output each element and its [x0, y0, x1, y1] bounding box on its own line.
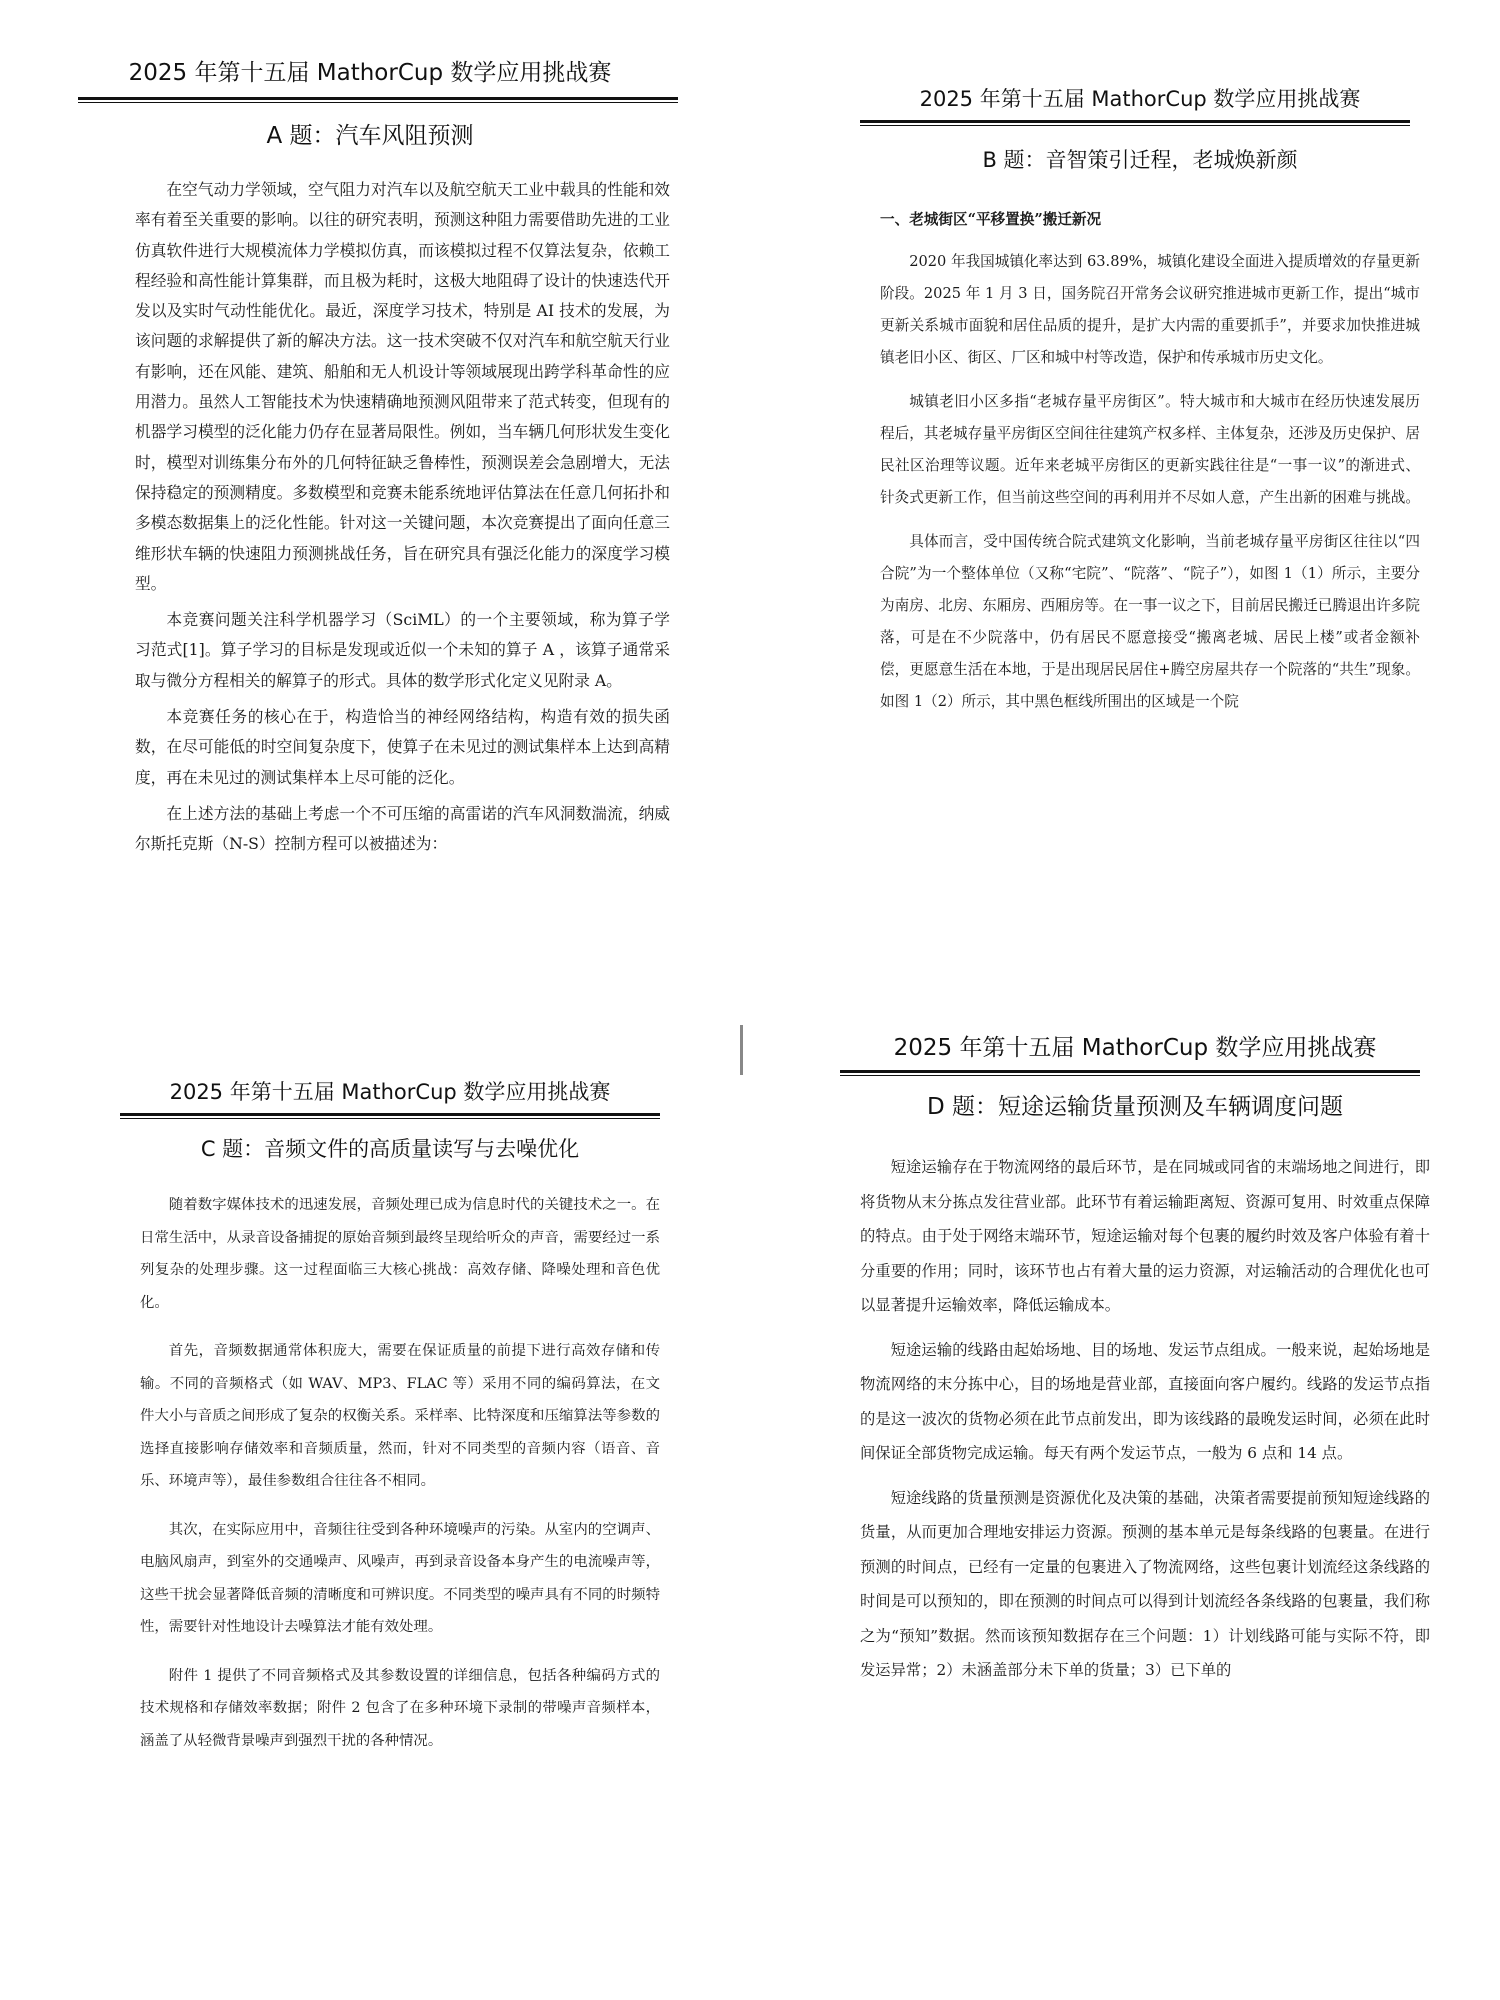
problem-body — [135, 175, 670, 860]
contest-header: 2025 年第十五届 MathorCup 数学应用挑战赛 — [169, 1080, 611, 1104]
page-panel-d — [840, 1030, 1430, 1698]
contest-header: 2025 年第十五届 MathorCup 数学应用挑战赛 — [128, 60, 612, 86]
paragraph: 城镇老旧小区多指“老城存量平房街区”。特大城市和大城市在经历快速发展历程后，其老城存量平房街区空间往往建筑产权多样、主体复杂，还涉及历史保护、居民社区治理等议题。近年来老城平房街区的更新实践往往是“一事一议”的渐进式、针灸式更新工作，但当前这些空间的再利用并不尽如人意，产生出新的困难与挑战。 — [880, 393, 1420, 506]
paragraph: 2020 年我国城镇化率达到 63.89%，城镇化建设全面进入提质增效的存量更新阶段。2025 年 1 月 3 日，国务院召开常务会议研究推进城市更新工作，提出“城市更新关系城市面貌和居住品质的提升，是扩大内需的重要抓手”，并要求加快推进城镇老旧小区、街区、厂区和城中村等改造，保护和传承城市历史文化。 — [880, 253, 1420, 366]
paragraph: 附件 1 提供了不同音频格式及其参数设置的详细信息，包括各种编码方式的技术规格和存储效率数据；附件 2 包含了在多种环境下录制的带噪声音频样本，涵盖了从轻微背景噪声到强烈干扰的各种情况。 — [140, 1667, 660, 1749]
problem-title: B 题：音智策引迁程，老城焕新颜 — [982, 148, 1298, 172]
paragraph: 在空气动力学领域，空气阻力对汽车以及航空航天工业中载具的性能和效率有着至关重要的影响。以往的研究表明，预测这种阻力需要借助先进的工业仿真软件进行大规模流体力学模拟仿真，而该模拟过程不仅算法复杂，依赖工程经验和高性能计算集群，而且极为耗时，这极大地阻碍了设计的快速迭代开发以及实时气动性能优化。最近，深度学习技术，特别是 AI 技术的发展，为该问题的求解提供了新的解决方法。这一技术突破不仅对汽车和航空航天行业有影响，还在风能、建筑、船舶和无人机设计等领域展现出跨学科革命性的应用潜力。虽然人工智能技术为快速精确地预测风阻带来了范式转变，但现有的机器学习模型的泛化能力仍存在显著局限性。例如，当车辆几何形状发生变化时，模型对训练集分布外的几何特征缺乏鲁棒性，预测误差会急剧增大，无法保持稳定的预测精度。多数模型和竞赛未能系统地评估算法在任意几何拓扑和多模态数据集上的泛化性能。针对这一关键问题，本次竞赛提出了面向任意三维形状车辆的快速阻力预测挑战任务，旨在研究具有强泛化能力的深度学习模型。 — [135, 180, 670, 593]
problem-body — [860, 1150, 1430, 1688]
header-rule — [860, 120, 1410, 126]
page-separator — [740, 1025, 743, 1075]
page-panel-c — [120, 1075, 660, 1773]
header-rule — [840, 1070, 1420, 1076]
paragraph: 短途运输存在于物流网络的最后环节，是在同城或同省的末端场地之间进行，即将货物从末分拣点发往营业部。此环节有着运输距离短、资源可复用、时效重点保障的特点。由于处于网络末端环节，短途运输对每个包裹的履约时效及客户体验有着十分重要的作用；同时，该环节也占有着大量的运力资源，对运输活动的合理优化也可以显著提升运输效率，降低运输成本。 — [860, 1158, 1430, 1314]
problem-title: D 题：短途运输货量预测及车辆调度问题 — [926, 1094, 1344, 1120]
problem-title: C 题：音频文件的高质量读写与去噪优化 — [200, 1137, 580, 1161]
paragraph: 短途运输的线路由起始场地、目的场地、发运节点组成。一般来说，起始场地是物流网络的末分拣中心，目的场地是营业部，直接面向客户履约。线路的发运节点指的是这一波次的货物必须在此节点前发出，即为该线路的最晚发运时间，必须在此时间保证全部货物完成运输。每天有两个发运节点，一般为 6 点和 14 点。 — [860, 1340, 1430, 1462]
page-panel-a — [60, 55, 680, 860]
paragraph: 本竞赛任务的核心在于，构造恰当的神经网络结构，构造有效的损失函数，在尽可能低的时空间复杂度下，使算子在未见过的测试集样本上达到高精度，再在未见过的测试集样本上尽可能的泛化。 — [135, 707, 670, 787]
paragraph: 短途线路的货量预测是资源优化及决策的基础，决策者需要提前预知短途线路的货量，从而更加合理地安排运力资源。预测的基本单元是每条线路的包裹量。在进行预测的时间点，已经有一定量的包裹进入了物流网络，这些包裹计划流经这条线路的时间是可以预知的，即在预测的时间点可以得到计划流经各条线路的包裹量，我们称之为“预知”数据。然而该预知数据存在三个问题：1）计划线路可能与实际不符，即发运异常；2）未涵盖部分未下单的货量；3）已下单的 — [860, 1488, 1430, 1679]
paragraph: 随着数字媒体技术的迅速发展，音频处理已成为信息时代的关键技术之一。在日常生活中，从录音设备捕捉的原始音频到最终呈现给听众的声音，需要经过一系列复杂的处理步骤。这一过程面临三大核心挑战：高效存储、降噪处理和音色优化。 — [140, 1197, 660, 1311]
paragraph: 首先，音频数据通常体积庞大，需要在保证质量的前提下进行高效存储和传输。不同的音频格式（如 WAV、MP3、FLAC 等）采用不同的编码算法，在文件大小与音质之间形成了复杂的权衡关系。采样率、比特深度和压缩算法等参数的选择直接影响存储效率和音频质量，然而，针对不同类型的音频内容（语音、音乐、环境声等），最佳参数组合往往各不相同。 — [140, 1343, 660, 1489]
header-rule — [78, 97, 678, 103]
problem-body — [140, 1189, 660, 1757]
contest-header: 2025 年第十五届 MathorCup 数学应用挑战赛 — [919, 87, 1361, 111]
paragraph: 具体而言，受中国传统合院式建筑文化影响，当前老城存量平房街区往往以“四合院”为一个整体单位（又称“宅院”、“院落”、“院子”），如图 1（1）所示，主要分为南房、北房、东厢房、西厢房等。在一事一议之下，目前居民搬迁已腾退出许多院落，可是在不少院落中，仍有居民不愿意接受“搬离老城、居民上楼”或者金额补偿，更愿意生活在本地，于是出现居民居住+腾空房屋共存一个院落的“共生”现象。如图 1（2）所示，其中黑色框线所围出的区域是一个院 — [880, 533, 1420, 710]
paragraph: 其次，在实际应用中，音频往往受到各种环境噪声的污染。从室内的空调声、电脑风扇声，到室外的交通噪声、风噪声，再到录音设备本身产生的电流噪声等，这些干扰会显著降低音频的清晰度和可辨识度。不同类型的噪声具有不同的时频特性，需要针对性地设计去噪算法才能有效处理。 — [140, 1521, 660, 1635]
header-rule — [120, 1113, 660, 1119]
paragraph: 本竞赛问题关注科学机器学习（SciML）的一个主要领域，称为算子学习范式[1]。算子学习的目标是发现或近似一个未知的算子 A ，该算子通常采取与微分方程相关的解算子的形式。具体的数学形式化定义见附录 A。 — [135, 610, 670, 690]
section-heading: 一、老城街区“平移置换”搬迁新况 — [880, 211, 1102, 228]
paragraph: 在上述方法的基础上考虑一个不可压缩的高雷诺的汽车风洞数湍流，纳威尔斯托克斯（N-S）控制方程可以被描述为： — [135, 803, 670, 854]
problem-body — [880, 204, 1420, 718]
page-panel-b — [860, 82, 1420, 730]
problem-title: A 题：汽车风阻预测 — [266, 123, 474, 149]
contest-header: 2025 年第十五届 MathorCup 数学应用挑战赛 — [893, 1035, 1377, 1061]
